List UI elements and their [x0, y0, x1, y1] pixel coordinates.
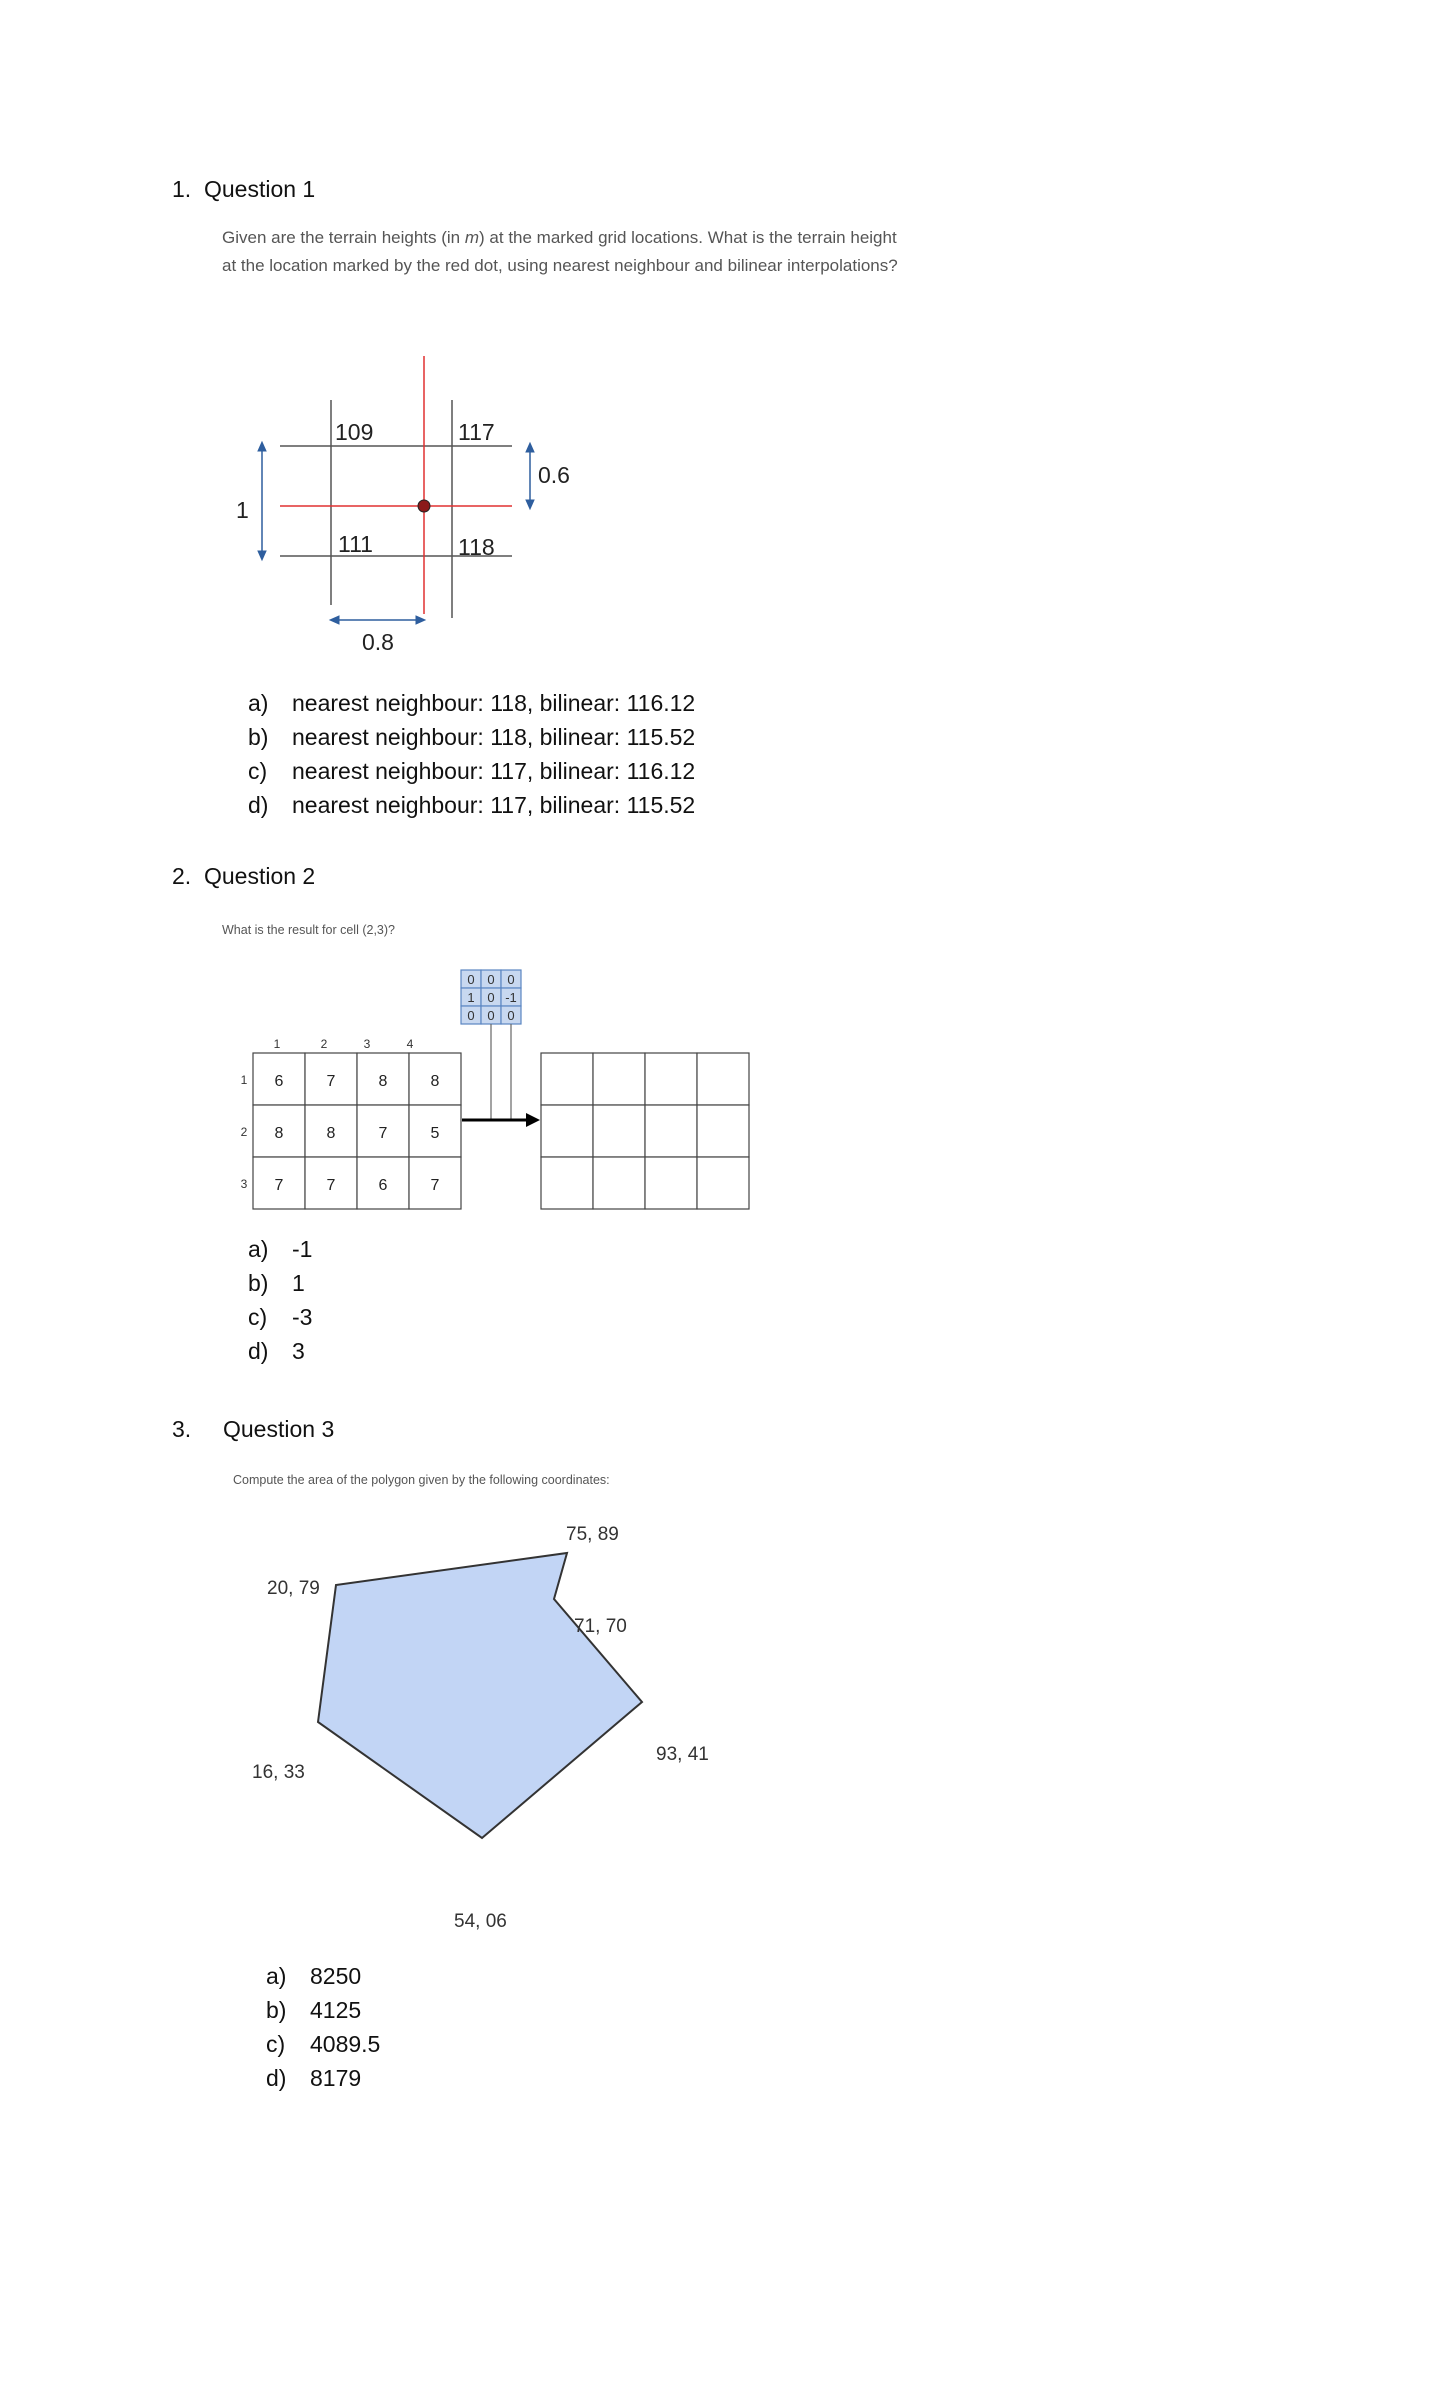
question-3-number: 3. — [172, 1416, 192, 1442]
output-grid — [541, 1053, 749, 1209]
question-2-number: 2. — [172, 863, 192, 889]
horizontal-offset-arrow — [330, 616, 425, 624]
input-cell-value: 7 — [326, 1073, 336, 1090]
input-cell-value: 7 — [326, 1177, 336, 1194]
question-1-title: Question 1 — [203, 176, 316, 202]
vertical-offset-label: 0.6 — [538, 462, 570, 488]
input-cell-value: 8 — [326, 1125, 336, 1142]
vertex-label-3: 93, 41 — [656, 1744, 709, 1765]
column-header: 1 — [273, 1037, 281, 1051]
kernel-matrix — [461, 970, 521, 1024]
terrain-grid-figure — [0, 0, 1446, 700]
kernel-cell-value: 0 — [487, 990, 495, 1005]
vertical-offset-arrow — [526, 443, 534, 509]
input-row-headers — [241, 1073, 248, 1191]
vertex-label-4: 54, 06 — [454, 1911, 507, 1932]
output-cell — [593, 1157, 645, 1209]
option-a[interactable]: a) nearest neighbour: 118, bilinear: 116.12 — [248, 690, 696, 716]
height-label-bottom-right: 118 — [458, 534, 495, 560]
output-cell — [593, 1105, 645, 1157]
option-b[interactable]: b) nearest neighbour: 118, bilinear: 115.52 — [248, 724, 696, 750]
option-d[interactable]: d) 3 — [248, 1338, 305, 1364]
output-cell — [541, 1157, 593, 1209]
question-3-options — [266, 1959, 380, 2095]
vertex-label-1: 75, 89 — [566, 1524, 619, 1545]
input-cell-value: 6 — [378, 1177, 388, 1194]
height-label-bottom-left: 111 — [338, 531, 373, 557]
kernel-cell-value: 0 — [507, 1008, 515, 1023]
input-cell-value: 8 — [274, 1125, 284, 1142]
output-cell — [645, 1105, 697, 1157]
height-label-top-left: 109 — [335, 419, 374, 445]
option-b[interactable]: b) 4125 — [266, 1997, 362, 2023]
option-c[interactable]: c) nearest neighbour: 117, bilinear: 116.12 — [248, 758, 696, 784]
input-cell-value: 6 — [274, 1073, 284, 1090]
option-a[interactable]: a) -1 — [248, 1236, 313, 1262]
option-b[interactable]: b) 1 — [248, 1270, 305, 1296]
output-cell — [645, 1053, 697, 1105]
input-cell-value: 7 — [378, 1125, 388, 1142]
output-cell — [697, 1157, 749, 1209]
question-3-heading — [172, 1416, 334, 1443]
row-header: 3 — [240, 1177, 248, 1191]
question-2-description: What is the result for cell (2,3)? — [222, 923, 395, 937]
output-cell — [645, 1157, 697, 1209]
kernel-cell-value: 0 — [467, 1008, 475, 1023]
vertical-spacing-label: 1 — [236, 497, 249, 523]
question-1-number: 1. — [172, 176, 192, 202]
option-d[interactable]: d) nearest neighbour: 117, bilinear: 115.52 — [248, 792, 696, 818]
question-1-description: Given are the terrain heights (in m) at the marked grid locations. What is the terrain height at the location marked by the red dot, using nearest neighbour and bilinear interpolations? — [222, 228, 898, 275]
kernel-cell-value: 0 — [487, 972, 495, 987]
question-1-options — [248, 686, 695, 822]
input-column-headers — [274, 1037, 414, 1051]
height-label-top-right: 117 — [458, 419, 495, 445]
red-crosshair — [280, 356, 512, 614]
question-2-options — [248, 1232, 312, 1368]
option-d[interactable]: d) 8179 — [266, 2065, 362, 2091]
question-3-description: Compute the area of the polygon given by the following coordinates: — [233, 1473, 610, 1487]
input-cell-value: 7 — [274, 1177, 284, 1194]
vertex-label-2: 71, 70 — [574, 1616, 627, 1637]
input-grid — [253, 1053, 461, 1209]
vertex-label-5: 16, 33 — [252, 1762, 305, 1783]
row-header: 1 — [240, 1073, 248, 1087]
column-header: 2 — [320, 1037, 328, 1051]
question-2-heading — [172, 863, 315, 890]
convolution-figure — [0, 940, 1446, 1240]
input-cell-value: 7 — [430, 1177, 440, 1194]
column-header: 4 — [406, 1037, 414, 1051]
kernel-cell-value: -1 — [505, 990, 517, 1005]
option-c[interactable]: c) 4089.5 — [266, 2031, 381, 2057]
kernel-cell-value: 1 — [467, 990, 475, 1005]
vertex-label-6: 20, 79 — [267, 1578, 320, 1599]
output-cell — [697, 1053, 749, 1105]
output-cell — [593, 1053, 645, 1105]
output-cell — [541, 1105, 593, 1157]
question-3-title: Question 3 — [223, 1416, 335, 1442]
input-cell-value: 8 — [378, 1073, 388, 1090]
option-a[interactable]: a) 8250 — [266, 1963, 362, 1989]
horizontal-offset-label: 0.8 — [362, 629, 394, 655]
polygon-figure — [0, 1500, 1446, 1940]
kernel-cell-value: 0 — [487, 1008, 495, 1023]
output-cell — [541, 1053, 593, 1105]
input-cell-value: 5 — [430, 1125, 440, 1142]
column-header: 3 — [363, 1037, 371, 1051]
input-cell-value: 8 — [430, 1073, 440, 1090]
polygon-shape — [318, 1553, 642, 1838]
output-cell — [697, 1105, 749, 1157]
kernel-cell-value: 0 — [507, 972, 515, 987]
result-arrow — [462, 1113, 540, 1127]
kernel-cell-value: 0 — [467, 972, 475, 987]
question-2-title: Question 2 — [203, 863, 316, 889]
vertical-spacing-arrow — [258, 442, 266, 560]
row-header: 2 — [240, 1125, 248, 1139]
red-dot-marker — [418, 500, 430, 512]
option-c[interactable]: c) -3 — [248, 1304, 313, 1330]
